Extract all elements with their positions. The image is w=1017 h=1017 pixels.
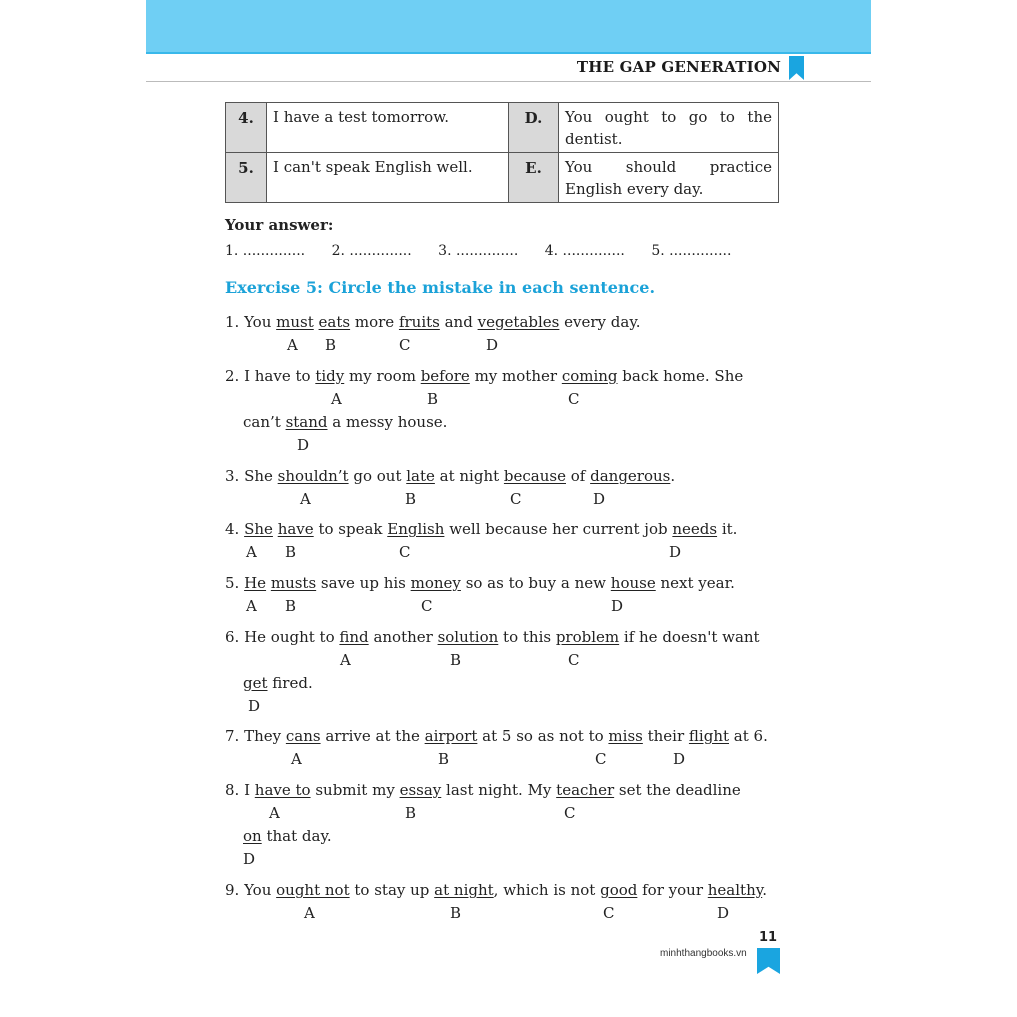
option-label-b: B <box>405 490 417 508</box>
option-label-a: A <box>300 490 311 508</box>
option-label-c: C <box>510 490 522 508</box>
option-label-d: D <box>593 490 606 508</box>
option-c-underlined[interactable]: good <box>600 881 638 899</box>
option-label-d: D <box>486 336 499 354</box>
option-label-a: A <box>340 651 351 669</box>
advice-text: You should practice English every day. <box>559 153 779 203</box>
option-a-underlined[interactable]: find <box>339 628 369 646</box>
sentence-text: at night <box>434 467 504 485</box>
option-a-underlined[interactable]: tidy <box>315 367 345 385</box>
sentence-text: . <box>670 467 676 485</box>
option-a-underlined[interactable]: shouldn’t <box>277 467 349 485</box>
sentence-text: to speak <box>313 520 388 538</box>
option-b-underlined[interactable]: eats <box>318 313 351 331</box>
sentence-text: go out <box>348 467 407 485</box>
option-label-b: B <box>438 750 450 768</box>
option-label-b: B <box>450 651 462 669</box>
option-c-underlined[interactable]: because <box>503 467 566 485</box>
sentence-1 <box>225 313 641 331</box>
option-label-b: B <box>285 543 297 561</box>
sentence-3 <box>225 467 675 485</box>
sentence-text: arrive at the <box>320 727 425 745</box>
option-label-a: A <box>287 336 298 354</box>
sentence-text: my mother <box>469 367 562 385</box>
option-label-a: A <box>304 904 315 922</box>
option-d-underlined[interactable]: flight <box>688 727 730 745</box>
sentence-8 <box>225 781 741 799</box>
option-b-underlined[interactable]: musts <box>270 574 317 592</box>
sentence-text: more <box>350 313 399 331</box>
sentence-2 <box>225 367 743 385</box>
option-label-d: D <box>717 904 730 922</box>
sentence-text: it. <box>717 520 738 538</box>
option-label-c: C <box>595 750 607 768</box>
option-label-a: A <box>246 543 257 561</box>
sentence-text: 5. <box>225 574 245 592</box>
answer-blank[interactable]: 1. .............. <box>225 243 306 259</box>
option-label-a: A <box>291 750 302 768</box>
option-c-underlined[interactable]: miss <box>608 727 643 745</box>
sentence-5 <box>225 574 735 592</box>
option-label-d: D <box>248 697 261 715</box>
option-b-underlined[interactable]: before <box>420 367 470 385</box>
option-d-underlined[interactable]: needs <box>672 520 718 538</box>
sentence-text: for your <box>637 881 708 899</box>
sentence-text: 1. You <box>225 313 277 331</box>
option-c-underlined[interactable]: problem <box>555 628 620 646</box>
option-label-d: D <box>297 436 310 454</box>
your-answer-label: Your answer: <box>225 216 334 234</box>
sentence-text: 8. I <box>225 781 255 799</box>
table-row <box>226 103 779 153</box>
page-number: 11 <box>759 930 778 945</box>
option-a-underlined[interactable]: She <box>244 520 273 538</box>
option-label-c: C <box>603 904 615 922</box>
answer-blank[interactable]: 4. .............. <box>544 243 625 259</box>
sentence-text: , which is not <box>493 881 601 899</box>
sentence-6-continued <box>243 674 313 692</box>
option-label-d: D <box>611 597 624 615</box>
option-b-underlined[interactable]: late <box>406 467 435 485</box>
sentence-text: at 5 so as not to <box>477 727 609 745</box>
sentence-text: their <box>642 727 689 745</box>
option-label-d: D <box>669 543 682 561</box>
chapter-title: THE GAP GENERATION <box>576 58 781 76</box>
option-a-underlined[interactable]: ought not <box>276 881 350 899</box>
sentence-text: another <box>368 628 438 646</box>
option-letter: D. <box>509 103 559 153</box>
option-label-b: B <box>427 390 439 408</box>
sentence-text: last night. My <box>441 781 557 799</box>
option-a-underlined[interactable]: cans <box>285 727 321 745</box>
option-a-underlined[interactable]: must <box>276 313 314 331</box>
option-label-a: A <box>331 390 342 408</box>
sentence-text: to this <box>498 628 556 646</box>
option-label-c: C <box>421 597 433 615</box>
sentence-text: set the deadline <box>614 781 741 799</box>
option-b-underlined[interactable]: have <box>277 520 314 538</box>
sentence-text: well because her current job <box>444 520 673 538</box>
option-label-b: B <box>325 336 337 354</box>
sentence-text: 9. You <box>225 881 277 899</box>
problem-text: I can't speak English well. <box>267 153 509 203</box>
option-d-underlined[interactable]: healthy <box>707 881 763 899</box>
option-d-underlined[interactable]: vegetables <box>477 313 560 331</box>
sentence-text: . <box>762 881 767 899</box>
option-d-underlined[interactable]: house <box>610 574 656 592</box>
sentence-6 <box>225 628 760 646</box>
sentence-text: submit my <box>310 781 400 799</box>
option-b-underlined[interactable]: at night <box>434 881 494 899</box>
sentence-text: a messy house. <box>327 413 448 431</box>
option-label-b: B <box>285 597 297 615</box>
sentence-text: 7. They <box>225 727 286 745</box>
option-d-underlined[interactable]: get <box>243 674 268 692</box>
option-label-c: C <box>399 336 411 354</box>
option-c-underlined[interactable]: fruits <box>398 313 440 331</box>
sentence-text: my room <box>344 367 421 385</box>
option-label-d: D <box>243 850 256 868</box>
option-d-underlined[interactable]: stand <box>285 413 328 431</box>
option-b-underlined[interactable]: essay <box>399 781 442 799</box>
sentence-text: that day. <box>261 827 332 845</box>
sentence-text: 4. <box>225 520 245 538</box>
option-label-b: B <box>405 804 417 822</box>
header-divider <box>146 81 871 82</box>
option-label-a: A <box>269 804 280 822</box>
option-c-underlined[interactable]: money <box>410 574 461 592</box>
problem-text: I have a test tomorrow. <box>267 103 509 153</box>
sentence-text: save up his <box>316 574 411 592</box>
option-label-c: C <box>399 543 411 561</box>
sentence-text: at 6. <box>729 727 768 745</box>
sentence-text: 2. I have to <box>225 367 316 385</box>
exercise-title: Exercise 5: Circle the mistake in each sentence. <box>225 278 656 297</box>
sentence-text: if he doesn't want <box>619 628 760 646</box>
advice-text: You ought to go to the dentist. <box>559 103 779 153</box>
option-label-c: C <box>568 390 580 408</box>
answer-blank[interactable]: 2. .............. <box>331 243 412 259</box>
item-number: 4. <box>226 103 267 153</box>
sentence-text: to stay up <box>349 881 435 899</box>
sentence-text: back home. She <box>617 367 744 385</box>
sentence-text: 6. He ought to <box>225 628 340 646</box>
sentence-text: and <box>439 313 478 331</box>
sentence-9 <box>225 881 767 899</box>
option-c-underlined[interactable]: teacher <box>556 781 615 799</box>
option-label-c: C <box>564 804 576 822</box>
sentence-4 <box>225 520 737 538</box>
item-number: 5. <box>226 153 267 203</box>
option-b-underlined[interactable]: solution <box>437 628 499 646</box>
header-band-line <box>146 52 871 54</box>
sentence-7 <box>225 727 768 745</box>
option-label-c: C <box>568 651 580 669</box>
answer-blank[interactable]: 5. .............. <box>651 243 732 259</box>
sentence-text: can’t <box>243 413 286 431</box>
option-a-underlined[interactable]: He <box>244 574 267 592</box>
sentence-text: 3. She <box>225 467 278 485</box>
option-label-a: A <box>246 597 257 615</box>
option-letter: E. <box>509 153 559 203</box>
sentence-text: of <box>565 467 591 485</box>
sentence-text: every day. <box>559 313 641 331</box>
option-label-d: D <box>673 750 686 768</box>
sentence-text: next year. <box>655 574 735 592</box>
option-a-underlined[interactable]: have to <box>254 781 311 799</box>
answer-blank[interactable]: 3. .............. <box>438 243 519 259</box>
option-d-underlined[interactable]: dangerous <box>590 467 671 485</box>
option-c-underlined[interactable]: coming <box>561 367 618 385</box>
publisher-site: minhthangbooks.vn <box>660 948 747 959</box>
answer-blanks <box>225 243 753 259</box>
sentence-text: so as to buy a new <box>460 574 611 592</box>
sentence-text: fired. <box>267 674 313 692</box>
option-label-b: B <box>450 904 462 922</box>
header-band <box>146 0 871 52</box>
option-b-underlined[interactable]: airport <box>424 727 478 745</box>
sentence-2-continued <box>243 413 447 431</box>
sentence-8-continued <box>243 827 332 845</box>
option-c-underlined[interactable]: English <box>387 520 445 538</box>
table-row <box>226 153 779 203</box>
option-d-underlined[interactable]: on <box>243 827 262 845</box>
matching-table <box>225 102 779 203</box>
